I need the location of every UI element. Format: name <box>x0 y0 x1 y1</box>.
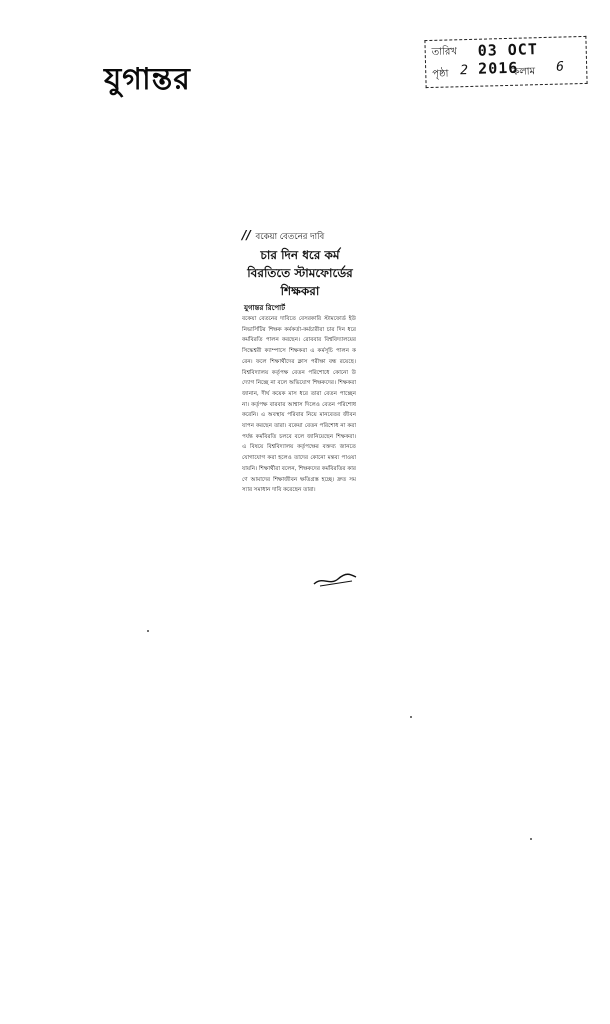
article-body: বকেয়া বেতনের দাবিতে বেসরকারি স্টামফোর্ড ইউনিভার্সিটির শিক্ষক কর্মকর্তা-কর্মচারীরা চার দিন ধরে কর্মবিরতি পালন করছেন। রোববার বিশ্ববিদ্যালয়ের সিদ্ধেশ্বরী ক্যাম্পাসে শিক্ষকরা এ কর্মসূচি পালন করেন। ফলে শিক্ষার্থীদের ক্লাস পরীক্ষা বন্ধ রয়েছে। বিশ্ববিদ্যালয় কর্তৃপক্ষ বেতন পরিশোধে কোনো উদ্যোগ নিচ্ছে না বলে অভিযোগ শিক্ষকদের। শিক্ষকরা জানান, দীর্ঘ কয়েক মাস ধরে তারা বেতন পাচ্ছেন না। কর্তৃপক্ষ বারবার আশ্বাস দিলেও বেতন পরিশোধ করেনি। এ অবস্থায় পরিবার নিয়ে মানবেতর জীবনযাপন করছেন তারা। বকেয়া বেতন পরিশোধ না করা পর্যন্ত কর্মবিরতি চলবে বলে জানিয়েছেন শিক্ষকরা। এ বিষয়ে বিশ্ববিদ্যালয় কর্তৃপক্ষের বক্তব্য জানতে যোগাযোগ করা হলেও তাদের কোনো মন্তব্য পাওয়া যায়নি। শিক্ষার্থীরা বলেন, শিক্ষকদের কর্মবিরতির কারণে আমাদের শিক্ষাজীবন ক্ষতিগ্রস্ত হচ্ছে। দ্রুত সমস্যার সমাধান দাবি করেছেন তারা। <box>242 316 356 494</box>
stamp-page-label: পৃষ্ঠা <box>432 68 449 80</box>
stamp-date-label: তারিখ <box>431 46 458 58</box>
article-kicker <box>242 228 358 244</box>
news-clipping <box>242 228 358 594</box>
newspaper-masthead: যুগান্তর <box>104 62 191 97</box>
scan-speck <box>530 838 532 840</box>
kicker-text: বকেয়া বেতনের দাবি <box>255 232 325 242</box>
headline-line: শিক্ষকরা <box>280 284 320 298</box>
stamp-page: 2 <box>460 62 469 79</box>
kicker-mark-icon: // <box>242 228 251 242</box>
stamp-date: 03 OCT 2016 <box>477 40 539 78</box>
stamp-column: 6 <box>555 59 565 75</box>
date-stamp <box>424 36 587 88</box>
article-headline <box>242 246 358 300</box>
article-byline: যুগান্তর রিপোর্ট <box>244 304 286 312</box>
scan-speck <box>147 630 149 632</box>
signature-scribble-icon <box>312 572 358 588</box>
headline-line: বিরতিতে স্টামফোর্ডের <box>247 266 353 280</box>
stamp-column-label: কলাম <box>512 66 536 78</box>
scan-speck <box>410 716 412 718</box>
headline-line: চার দিন ধরে কর্ম <box>260 248 340 262</box>
